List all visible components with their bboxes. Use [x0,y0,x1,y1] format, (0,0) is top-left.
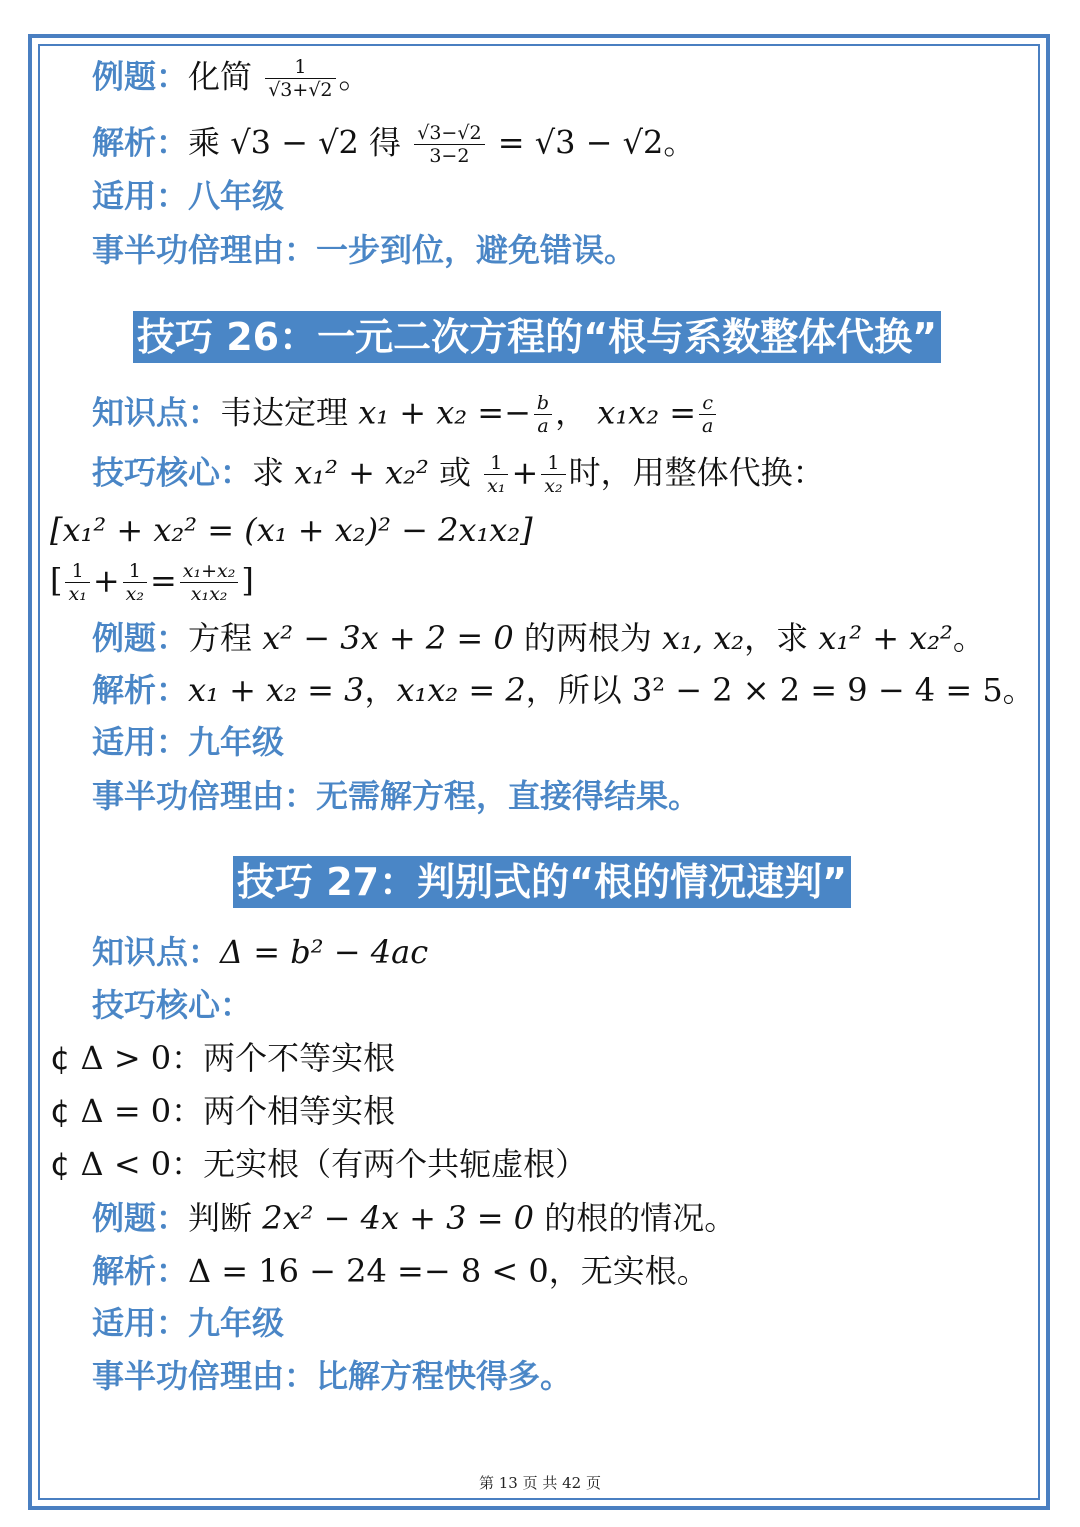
tip27-core-line [92,985,252,1025]
analysis-label: 解析： [92,123,189,162]
tip26-analysis-line: 解析：x₁ + x₂ = 3，x₁x₂ = 2，所以 3² − 2 × 2 = 9 − 4 = 5。 [92,671,1035,709]
tip26-reason-line [92,776,700,816]
math-expr: = √3 − √2 [497,123,664,162]
tip26-grade-line [92,722,284,762]
fraction: $\frac{c}{a}$ [699,392,716,437]
bullet-icon: ¢ [50,1092,71,1130]
top-reason-line [92,230,636,270]
example-text: 化简 [188,57,253,96]
analysis-label: 解析： [92,671,189,709]
tip26-example-line: 例题：方程 x² − 3x + 2 = 0 的两根为 x₁, x₂，求 x₁² + x₂²。 [92,619,985,657]
tip26-formula1: [x₁² + x₂² = (x₁ + x₂)² − 2x₁x₂] [50,511,533,549]
tip27-knowledge-line [92,932,428,972]
math-expr: Δ = b² − 4ac [220,933,429,971]
example-label: 例题： [92,619,189,657]
grade-value: 九年级 [188,723,285,761]
tip27-grade-line [92,1303,284,1343]
tip27-heading: 技巧 27：判别式的“根的情况速判” [233,856,851,908]
tip27-example-line: 例题：判断 2x² − 4x + 3 = 0 的根的情况。 [92,1199,737,1237]
analysis-label: 解析： [92,1252,189,1290]
fraction: $\frac{\text{x₁+x₂}}{\text{x₁x₂}}$ [180,560,239,605]
math-expr: 2x² − 4x + 3 = 0 [262,1199,535,1237]
top-analysis-line: 解析：乘 √3 − √2 得 $\frac{√3-√2}{3-2}$ = √3 − √2。 [92,122,696,167]
math-expr: x₁x₂ = [597,393,696,432]
knowledge-label: 知识点： [92,393,221,432]
tip26-core-line: 技巧核心：求 x₁² + x₂² 或 $\frac{1}{\text{x₁}}$ + $\frac{1}{\text{x₂}}$ 时，用整体代换： [92,452,825,497]
reason-label: 事半功倍理由： [92,231,317,269]
fraction: $\frac{1}{\text{x₂}}$ [541,452,565,497]
example-label: 例题： [92,57,189,96]
tip26-heading: 技巧 26：一元二次方程的“根与系数整体代换” [133,311,941,363]
math-expr: √3 − √2 [230,123,359,162]
reason-value: 比解方程快得多。 [316,1357,573,1395]
fraction: $\frac{1}{\text{x₁}}$ [484,452,508,497]
grade-label: 适用： [92,1304,189,1342]
core-label: 技巧核心： [92,453,253,492]
math-expr: 3² − 2 × 2 = 9 − 4 = 5 [631,671,1003,709]
reason-label: 事半功倍理由： [92,777,317,815]
fraction: $\frac{1}{\text{x₂}}$ [123,560,147,605]
bullet-icon: ¢ [50,1145,71,1183]
math-expr: Δ = 16 − 24 =− 8 < 0 [188,1252,549,1290]
grade-label: 适用： [92,723,189,761]
fraction: $\frac{√3-√2}{3-2}$ [414,122,484,167]
case-item: ¢ Δ > 0：两个不等实根 [50,1039,396,1077]
fraction: $\frac{1}{\text{x₁}}$ [65,560,89,605]
tip27-reason-line [92,1356,572,1396]
top-example-line: 例题：化简 $\frac{1}{√3+√2}$ 。 [92,56,371,101]
math-expr: x₁² + x₂² [294,453,429,492]
fraction: $\frac{b}{a}$ [534,392,552,437]
grade-value: 八年级 [188,177,285,215]
tip26-formula2: [ $\frac{1}{\text{x₁}}$ + $\frac{1}{\text{x₂}}$ = $\frac{\text{x₁+x₂}}{\text{x₁x₂}}$ ] [50,560,254,605]
reason-value: 无需解方程，直接得结果。 [316,777,701,815]
core-label: 技巧核心： [92,986,253,1024]
fraction: $\frac{1}{√3+√2}$ [265,56,335,101]
case-item: ¢ Δ = 0：两个相等实根 [50,1092,396,1130]
bullet-icon: ¢ [50,1039,71,1077]
example-label: 例题： [92,1199,189,1237]
math-expr: x₁² + x₂² [818,619,953,657]
math-expr: x₁x₂ = 2 [396,671,526,709]
grade-label: 适用： [92,177,189,215]
knowledge-label: 知识点： [92,933,221,971]
grade-value: 九年级 [188,1304,285,1342]
page-number-footer: 第 13 页 共 42 页 [478,1474,601,1492]
math-expr: x₁ + x₂ =− [358,393,531,432]
tip27-analysis-line: 解析：Δ = 16 − 24 =− 8 < 0，无实根。 [92,1252,709,1290]
reason-label: 事半功倍理由： [92,1357,317,1395]
reason-value: 一步到位，避免错误。 [316,231,637,269]
math-expr: x² − 3x + 2 = 0 [262,619,514,657]
math-expr: x₁, x₂ [662,619,745,657]
case-item: ¢ Δ < 0：无实根（有两个共轭虚根） [50,1145,588,1183]
top-grade-line [92,176,284,216]
tip26-knowledge-line: 知识点：韦达定理 x₁ + x₂ =− $\frac{b}{a}$ ， x₁x₂ = $\frac{c}{a}$ [92,392,719,437]
math-expr: x₁ + x₂ = 3 [188,671,365,709]
